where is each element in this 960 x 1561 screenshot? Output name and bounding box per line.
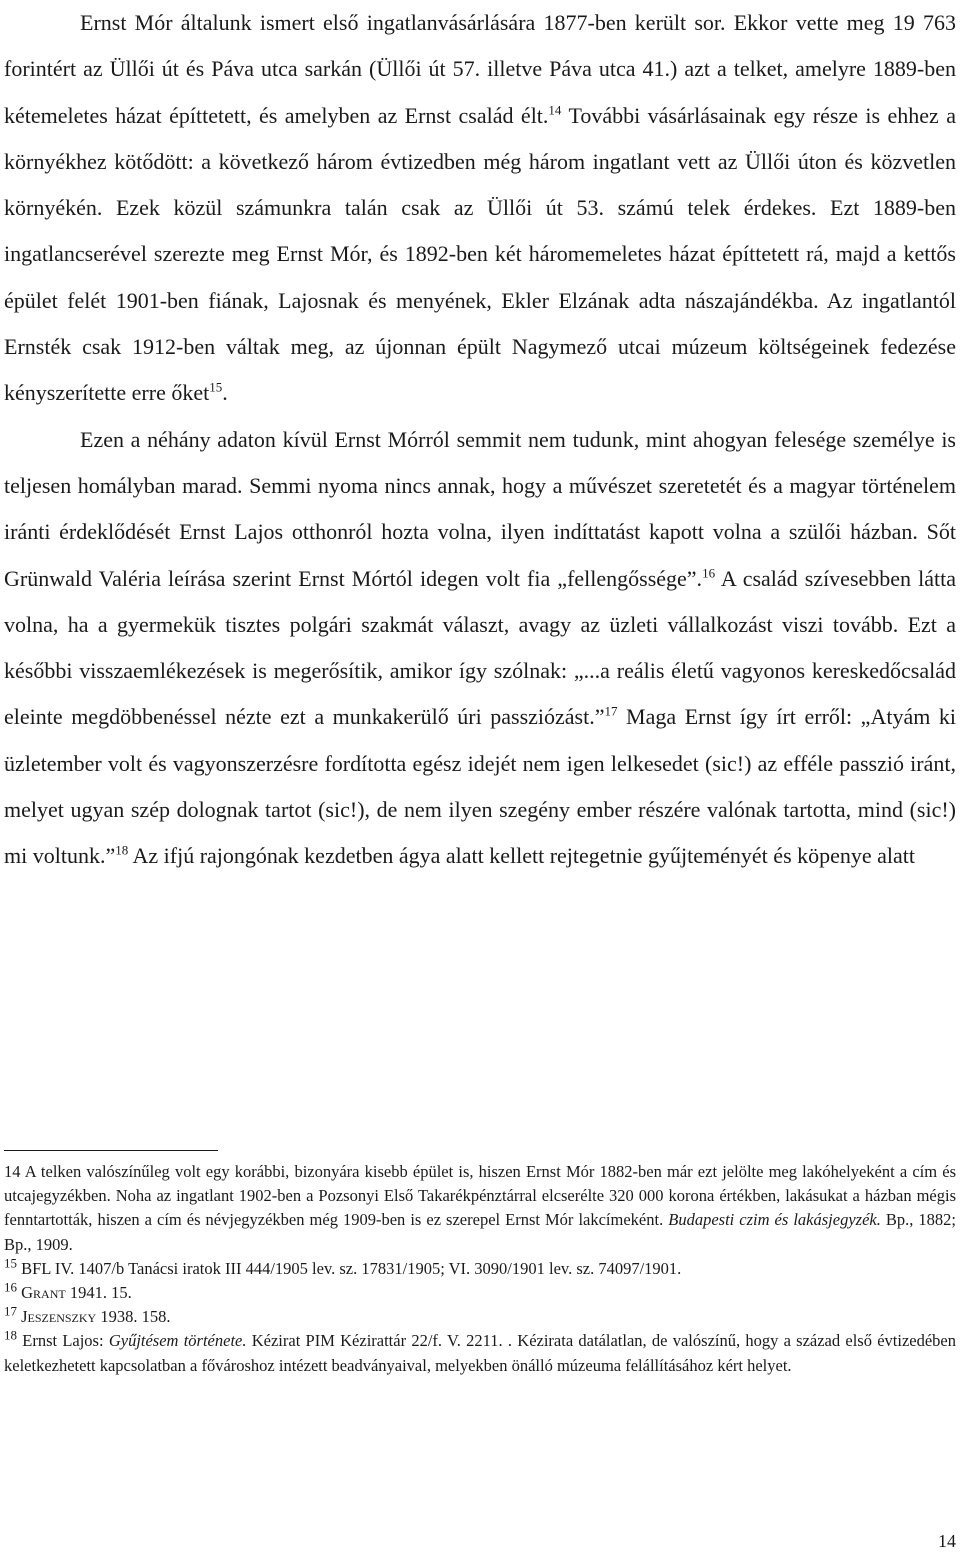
paragraph <box>4 0 956 417</box>
footnote-number: 16 <box>4 1279 17 1295</box>
footnote-number: 17 <box>4 1303 17 1319</box>
footnote-16 <box>4 1281 956 1305</box>
page-number: 14 <box>938 1531 956 1551</box>
footnote-reference[interactable]: 14 <box>548 102 562 118</box>
footnote-14 <box>4 1160 956 1257</box>
footnote-text: Bp., 1882; Bp., 1909. <box>4 1210 957 1254</box>
paragraph-text: Maga Ernst így írt erről: „Atyám ki üzletember volt és vagyonszerzésre fordította egész idejét nem igen lelkesedet (sic!) az efféle passzió iránt, melyet ugyan szép dolognak tartot (sic!), de nem ilyen szegény ember részére valónak tartotta, mind (sic!) mi voltunk.” <box>4 704 956 869</box>
footnote-text: 1941. 15. <box>65 1283 132 1303</box>
footnote-text: A telken valószínűleg volt egy korábbi, bizonyára kisebb épület is, hiszen Ernst Mór 1882-ben már ezt jelölte meg lakóhelyeként a cím és utcajegyzékben. Noha az ingatlant 1902-ben a Pozsonyi Első Takarékpénztárral elcserélte 320 000 korona értékben, lakásukat a házban mégis fenntartották, hiszen a cím és névjegyzékben még 1909-ben is ez szerepel Ernst Mór lakcímeként. <box>4 1162 956 1230</box>
footnote-separator <box>4 1150 218 1151</box>
footnotes <box>4 1160 956 1378</box>
footnote-text: Budapesti czim és lakásjegyzék. <box>668 1210 881 1230</box>
footnote-text: Gyűjtésem története. <box>108 1331 247 1351</box>
paragraph-text: Az ifjú rajongónak kezdetben ágya alatt kellett rejtegetnie gyűjteményét és köpenye alatt <box>128 843 916 869</box>
footnote-17 <box>4 1305 956 1329</box>
paragraph-text: . <box>222 380 228 406</box>
paragraph <box>4 417 956 880</box>
footnote-18 <box>4 1329 956 1377</box>
paragraph-text: Ezen a néhány adaton kívül Ernst Mórról semmit nem tudunk, mint ahogyan felesége személye is teljesen homályban marad. Semmi nyoma nincs annak, hogy a művészet szeretetét és a magyar történelem iránti érdeklődését Ernst Lajos otthonról hozta volna, ilyen indíttatást kapott volna a szülői házban. Sőt Grünwald Valéria leírása szerint Ernst Mórtól idegen volt fia „fellengőssége”. <box>4 426 956 591</box>
footnote-text: Grant <box>21 1283 66 1303</box>
body-text <box>4 0 956 880</box>
footnote-text: Jeszenszky <box>21 1307 97 1327</box>
footnote-reference[interactable]: 16 <box>702 565 716 581</box>
footnote-number: 14 <box>4 1162 21 1181</box>
paragraph-text: További vásárlásainak egy része is ehhez a környékhez kötődött: a következő három évtizedben még három ingatlant vett az Üllői úton és közvetlen környékén. Ezek közül számunkra talán csak az Üllői út 53. számú telek érdekes. Ezt 1889-ben ingatlancserével szerezte meg Ernst Mór, és 1892-ben két háromemeletes házat építtetett rá, majd a kettős épület felét 1901-ben fiának, Lajosnak és menyének, Ekler Elzának adta nászajándékba. Az ingatlantól Ernsték csak 1912-ben váltak meg, az újonnan épült Nagymező utcai múzeum költségeinek fedezése kényszerítette erre őket <box>4 102 956 406</box>
footnote-number: 15 <box>4 1255 17 1271</box>
footnote-reference[interactable]: 18 <box>115 843 129 859</box>
paragraph-text: A család szívesebben látta volna, ha a gyermekük tisztes polgári szakmát választ, avagy az üzleti vállalkozást viszi tovább. Ezt a későbbi visszaemlékezések is megerősítik, amikor így szólnak: „...a reális életű vagyonos kereskedőcsalád eleinte megdöbbenéssel nézte ezt a munkakerülő úri passziózást.” <box>4 565 956 730</box>
footnote-text: BFL IV. 1407/b Tanácsi iratok III 444/1905 lev. sz. 17831/1905; VI. 3090/1901 lev. sz. 74097/1901. <box>17 1258 682 1278</box>
footnote-number: 18 <box>4 1327 17 1343</box>
footnote-reference[interactable]: 17 <box>604 704 618 720</box>
footnote-15 <box>4 1257 956 1281</box>
footnote-text: Ernst Lajos: <box>17 1331 109 1351</box>
footnote-text: 1938. 158. <box>96 1307 171 1327</box>
footnote-text: Kézirat PIM Kézirattár 22/f. V. 2211. . Kézirata datálatlan, de valószínű, hogy a század első évtizedében keletkezhetett kapcsolatban a fővároshoz intézett beadványaival, melyekben önálló múzeuma felállításához kért helyet. <box>4 1331 956 1375</box>
footnote-reference[interactable]: 15 <box>209 380 223 396</box>
paragraph-text: Ernst Mór általunk ismert első ingatlanvásárlására 1877-ben került sor. Ekkor vette meg 19 763 forintért az Üllői út és Páva utca sarkán (Üllői út 57. illetve Páva utca 41.) azt a telket, amelyre 1889-ben kétemeletes házat építtetett, és amelyben az Ernst család élt. <box>4 10 956 128</box>
